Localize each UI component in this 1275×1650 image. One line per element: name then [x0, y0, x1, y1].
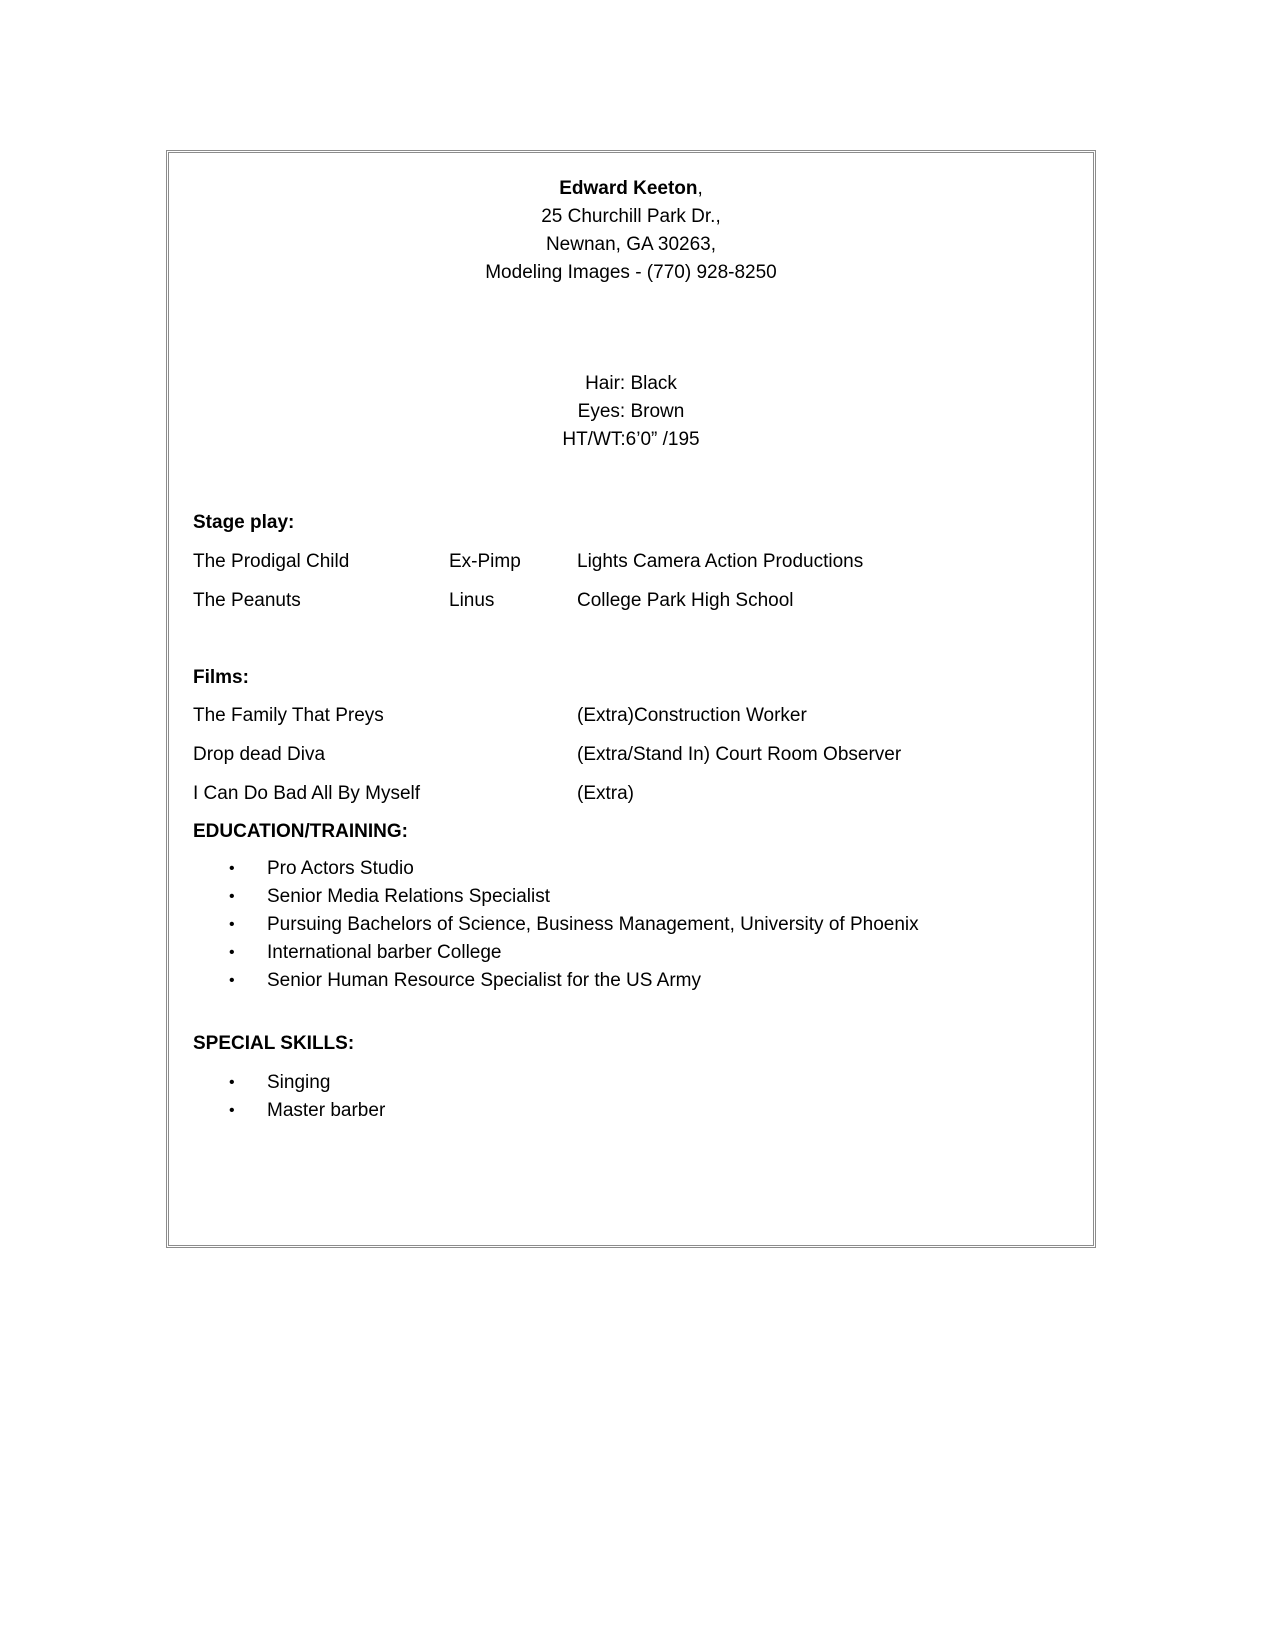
- bullet-icon: •: [229, 860, 235, 877]
- films-heading: Films:: [193, 667, 249, 688]
- list-item: [169, 1069, 385, 1097]
- education-item: Pursuing Bachelors of Science, Business Management, University of Phoenix: [267, 914, 919, 935]
- film-role: (Extra)Construction Worker: [577, 705, 807, 726]
- special-skills-heading: SPECIAL SKILLS:: [193, 1033, 355, 1054]
- stage-play-company: Lights Camera Action Productions: [577, 551, 864, 572]
- skill-item: Singing: [267, 1072, 331, 1093]
- skill-item: Master barber: [267, 1100, 386, 1121]
- address-line-1: 25 Churchill Park Dr.,: [541, 206, 721, 227]
- resume-frame: [166, 150, 1096, 1248]
- stage-play-role: Linus: [449, 590, 495, 611]
- list-item: [169, 855, 919, 883]
- bullet-icon: •: [229, 944, 235, 961]
- education-item: International barber College: [267, 942, 502, 963]
- education-item: Senior Media Relations Specialist: [267, 886, 551, 907]
- contact-block: [169, 175, 1093, 287]
- address-line-2: Newnan, GA 30263,: [545, 234, 717, 255]
- eyes-stat: Eyes: Brown: [577, 401, 685, 422]
- stage-play-company: College Park High School: [577, 590, 794, 611]
- agency-phone: Modeling Images - (770) 928-8250: [485, 262, 777, 283]
- film-production: Drop dead Diva: [193, 744, 326, 765]
- list-item: [169, 939, 919, 967]
- bullet-icon: •: [229, 1074, 235, 1091]
- list-item: [169, 967, 919, 995]
- stage-play-production: The Prodigal Child: [193, 551, 350, 572]
- contact-name: Edward Keeton: [559, 178, 698, 199]
- stage-play-production: The Peanuts: [193, 590, 301, 611]
- height-weight-stat: HT/WT:6’0” /195: [562, 429, 700, 450]
- film-role: (Extra): [577, 783, 634, 804]
- physical-stats: [169, 370, 1093, 454]
- education-heading: EDUCATION/TRAINING:: [193, 821, 408, 842]
- bullet-icon: •: [229, 972, 235, 989]
- list-item: [169, 1097, 385, 1125]
- bullet-icon: •: [229, 916, 235, 933]
- education-item: Senior Human Resource Specialist for the US Army: [267, 970, 702, 991]
- skills-list: [169, 1069, 385, 1125]
- hair-stat: Hair: Black: [585, 373, 677, 394]
- contact-name-line: [169, 175, 1093, 203]
- bullet-icon: •: [229, 1102, 235, 1119]
- stage-play-heading: Stage play:: [193, 512, 295, 533]
- list-item: [169, 883, 919, 911]
- film-production: I Can Do Bad All By Myself: [193, 783, 421, 804]
- contact-name-suffix: ,: [697, 178, 703, 199]
- education-list: [169, 855, 919, 995]
- education-item: Pro Actors Studio: [267, 858, 414, 879]
- stage-play-role: Ex-Pimp: [449, 551, 521, 572]
- film-role: (Extra/Stand In) Court Room Observer: [577, 744, 902, 765]
- film-production: The Family That Preys: [193, 705, 384, 726]
- bullet-icon: •: [229, 888, 235, 905]
- list-item: [169, 911, 919, 939]
